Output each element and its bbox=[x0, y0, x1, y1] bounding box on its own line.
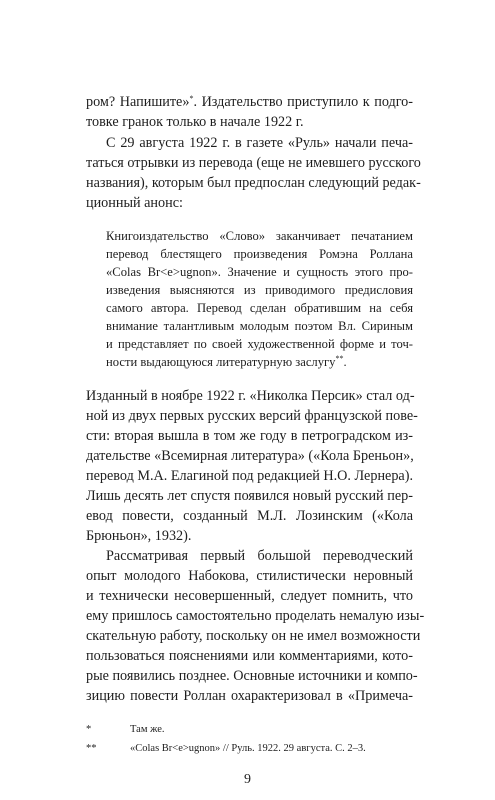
quote-line: перевод блестящего произведения Ромэна Роллана bbox=[106, 247, 413, 261]
body-line: зицию повести Роллан охарактеризовал в «Примеча- bbox=[86, 688, 413, 704]
body-line: дательстве «Всемирная литература» («Кола Бреньон», bbox=[86, 448, 414, 464]
body-line: таться отрывки из перевода (еще не имевшего русского bbox=[86, 155, 421, 171]
body-line: скательную работу, поскольку он не имел возможности bbox=[86, 628, 421, 644]
body-line: опыт молодого Набокова, стилистически неровный bbox=[86, 568, 413, 584]
body-line: ной из двух первых русских версий французской пове- bbox=[86, 408, 418, 424]
quote-line: и представляет по своей художественной форме и точ- bbox=[106, 337, 413, 351]
body-line: ционный анонс: bbox=[86, 195, 183, 211]
quote-line: «Colas Br<e>ugnon». Значение и сущность этого про- bbox=[106, 265, 413, 279]
quote-line: Книгоиздательство «Слово» заканчивает печатанием bbox=[106, 229, 413, 243]
footnote-text: Там же. bbox=[130, 724, 165, 735]
body-line: Брюньон», 1932). bbox=[86, 528, 192, 544]
body-line: Рассматривая первый большой переводческий bbox=[106, 548, 413, 564]
body-line: названия), которым был предпослан следующий редак- bbox=[86, 175, 421, 191]
body-line: Лишь десять лет спустя появился новый русский пер- bbox=[86, 488, 413, 504]
quote-line: изведения выясняются из приводимого предисловия bbox=[106, 283, 413, 297]
body-line: С 29 августа 1922 г. в газете «Руль» начали печа- bbox=[106, 135, 413, 151]
body-line: перевод М.А. Елагиной под редакцией Н.О. Лернера). bbox=[86, 468, 413, 484]
footnote-ref: * bbox=[189, 94, 194, 103]
page-number: 9 bbox=[244, 772, 251, 787]
quote-line: самого автора. Перевод сделан обратившим на себя bbox=[106, 301, 413, 315]
body-line: ему пришлось самостоятельно проделать немалую изы- bbox=[86, 608, 425, 624]
body-line: и технически несовершенный, следует помнить, что bbox=[86, 588, 413, 604]
body-line: евод повести, созданный М.Л. Лозинским («Кола bbox=[86, 508, 413, 524]
body-line: ром? Напишите»*. Издательство приступило к подго- bbox=[86, 94, 414, 110]
body-line: пользоваться пояснениями или комментариями, кото- bbox=[86, 648, 413, 664]
footnote-text: «Colas Br<e>ugnon» // Руль. 1922. 29 августа. С. 2–3. bbox=[130, 743, 366, 754]
body-line: рые появились позднее. Основные источники и компо- bbox=[86, 668, 418, 684]
footnote-ref: ** bbox=[335, 354, 344, 363]
body-line: сти: вторая вышла в том же году в петроградском из- bbox=[86, 428, 413, 444]
body-line: товке гранок только в начале 1922 г. bbox=[86, 114, 304, 130]
footnote-mark: * bbox=[86, 724, 92, 735]
quote-line: ности выдающуюся литературную заслугу**. bbox=[106, 354, 347, 369]
footnote-mark: ** bbox=[86, 743, 97, 754]
quote-line: внимание талантливым молодым поэтом Вл. Сириным bbox=[106, 319, 413, 333]
body-line: Изданный в ноябре 1922 г. «Николка Персик» стал од- bbox=[86, 388, 415, 404]
